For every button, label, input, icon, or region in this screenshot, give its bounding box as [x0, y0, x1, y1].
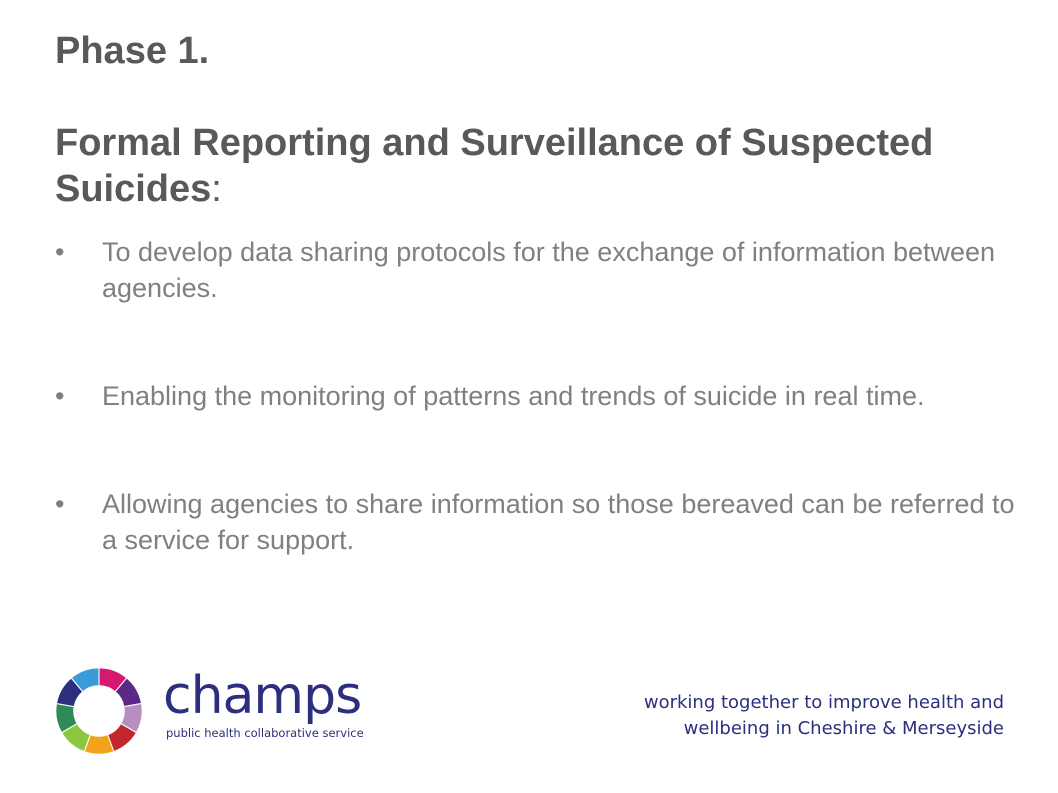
footer-banner [38, 652, 1028, 770]
champs-logo-icon [54, 666, 144, 756]
tagline-line-1: working together to improve health and [643, 692, 1004, 713]
bullet-list [55, 234, 1015, 558]
bullet-item [55, 378, 1015, 414]
bullet-marker: • [55, 381, 65, 411]
bullet-item [55, 486, 1015, 558]
slide-heading [55, 120, 1015, 212]
brand-subtitle: public health collaborative service [166, 726, 364, 740]
slide-heading-colon: : [211, 168, 222, 210]
brand-name: champs [163, 666, 362, 726]
bullet-text: To develop data sharing protocols for the exchange of information between agencies. [102, 237, 996, 303]
bullet-marker: • [55, 237, 65, 267]
slide-heading-text: Formal Reporting and Surveillance of Suspected Suicides [55, 122, 934, 210]
slide-title [55, 28, 1015, 212]
bullet-item [55, 234, 1015, 306]
tagline-line-2: wellbeing in Cheshire & Merseyside [683, 718, 1004, 739]
title-spacer [55, 74, 1015, 120]
footer-tagline [644, 690, 1004, 742]
phase-label: Phase 1. [55, 30, 210, 72]
bullet-text: Allowing agencies to share information so those bereaved can be referred to a service for support. [102, 489, 1015, 555]
bullet-marker: • [55, 489, 65, 519]
bullet-text: Enabling the monitoring of patterns and trends of suicide in real time. [102, 381, 925, 411]
